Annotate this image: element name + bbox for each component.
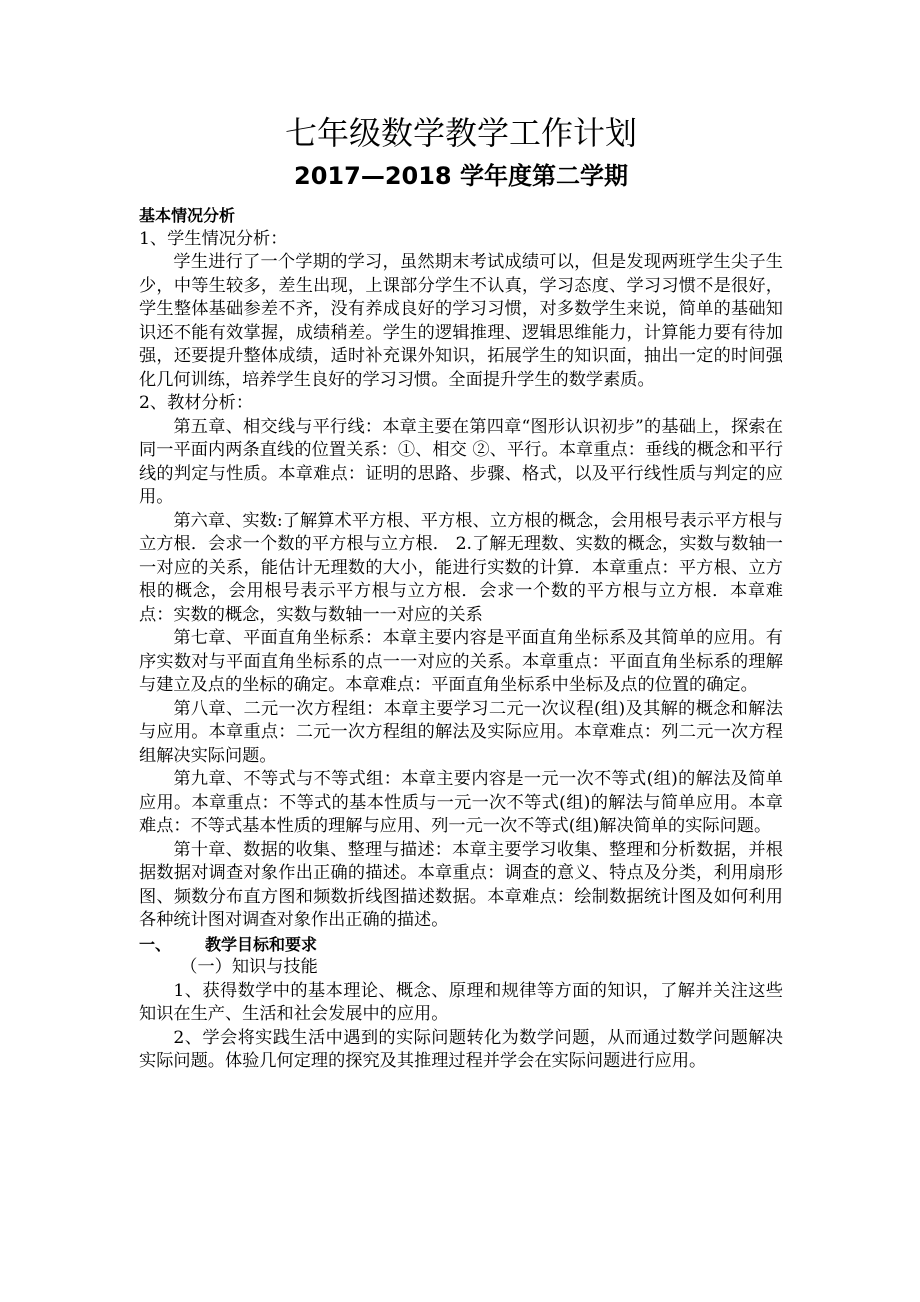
section-number: 一、 (139, 934, 172, 954)
subheading-knowledge-skills: （一）知识与技能 (180, 957, 318, 977)
section-heading-basic: 基本情况分析 (139, 206, 236, 225)
paragraph-chapter-7: 第七章、平面直角坐标系：本章主要内容是平面直角坐标系及其简单的应用。有序实数对与平面直角坐标系的点一一对应的关系。本章重点：平面直角坐标系的理解与建立及点的坐标的确定。本章难点：平面直角坐标系中坐标及点的位置的确定。 (139, 628, 783, 695)
paragraph-goal-2: 2、学会将实践生活中遇到的实际问题转化为数学问题，从而通过数学问题解决实际问题。体验几何定理的探究及其推理过程并学会在实际问题进行应用。 (139, 1027, 783, 1071)
document-body (139, 112, 783, 1074)
paragraph-students: 学生进行了一个学期的学习，虽然期末考试成绩可以，但是发现两班学生尖子生少，中等生较多，差生出现，上课部分学生不认真，学习态度、学习习惯不是很好，学生整体基础参差不齐，没有养成良好的学习习惯，对多数学生来说，简单的基础知识还不能有效掌握，成绩稍差。学生的逻辑推理、逻辑思维能力，计算能力要有待加强，还要提升整体成绩，适时补充课外知识，拓展学生的知识面，抽出一定的时间强化几何训练，培养学生良好的学习习惯。全面提升学生的数学素质。 (139, 252, 783, 390)
item-label-students: 1、学生情况分析： (139, 228, 288, 249)
paragraph-chapter-9: 第九章、不等式与不等式组：本章主要内容是一元一次不等式(组)的解法及简单应用。本章重点：不等式的基本性质与一元一次不等式(组)的解法与简单应用。本章难点：不等式基本性质的理解与应用、列一元一次不等式(组)解决简单的实际问题。 (139, 769, 783, 836)
paragraph-chapter-8: 第八章、二元一次方程组：本章主要学习二元一次议程(组)及其解的概念和解法与应用。本章重点：二元一次方程组的解法及实际应用。本章难点：列二元一次方程组解决实际问题。 (139, 698, 783, 766)
paragraph-chapter-10: 第十章、数据的收集、整理与描述：本章主要学习收集、整理和分析数据，并根据数据对调查对象作出正确的描述。本章重点：调查的意义、特点及分类，利用扇形图、频数分布直方图和频数折线图描述数据。本章难点：绘制数据统计图及如何利用各种统计图对调查对象作出正确的描述。 (139, 839, 783, 930)
item-label-textbook: 2、教材分析： (139, 393, 254, 413)
document-title: 七年级数学教学工作计划 (284, 114, 637, 152)
paragraph-chapter-5: 第五章、相交线与平行线：本章主要在第四章“图形认识初步”的基础上，探索在同一平面内两条直线的位置关系：①、相交 ②、平行。本章重点：垂线的概念和平行线的判定与性质。本章难点：证明的思路、步骤、格式，以及平行线性质与判定的应用。 (139, 416, 783, 507)
section-heading-goals (139, 933, 783, 957)
document-subtitle: 2017—2018 学年度第二学期 (294, 162, 628, 190)
paragraph-chapter-6: 第六章、实数:了解算术平方根、平方根、立方根的概念，会用根号表示平方根与立方根．会求一个数的平方根与立方根． 2.了解无理数、实数的概念，实数与数轴一一对应的关系，能估计无理数的大小，能进行实数的计算．本章重点：平方根、立方根的概念，会用根号表示平方根与立方根．会求一个数的平方根与立方根．本章难点：实数的概念，实数与数轴一一对应的关系 (139, 510, 783, 625)
section-title: 教学目标和要求 (205, 934, 318, 954)
paragraph-goal-1: 1、获得数学中的基本理论、概念、原理和规律等方面的知识，了解并关注这些知识在生产、生活和社会发展中的应用。 (139, 980, 783, 1024)
